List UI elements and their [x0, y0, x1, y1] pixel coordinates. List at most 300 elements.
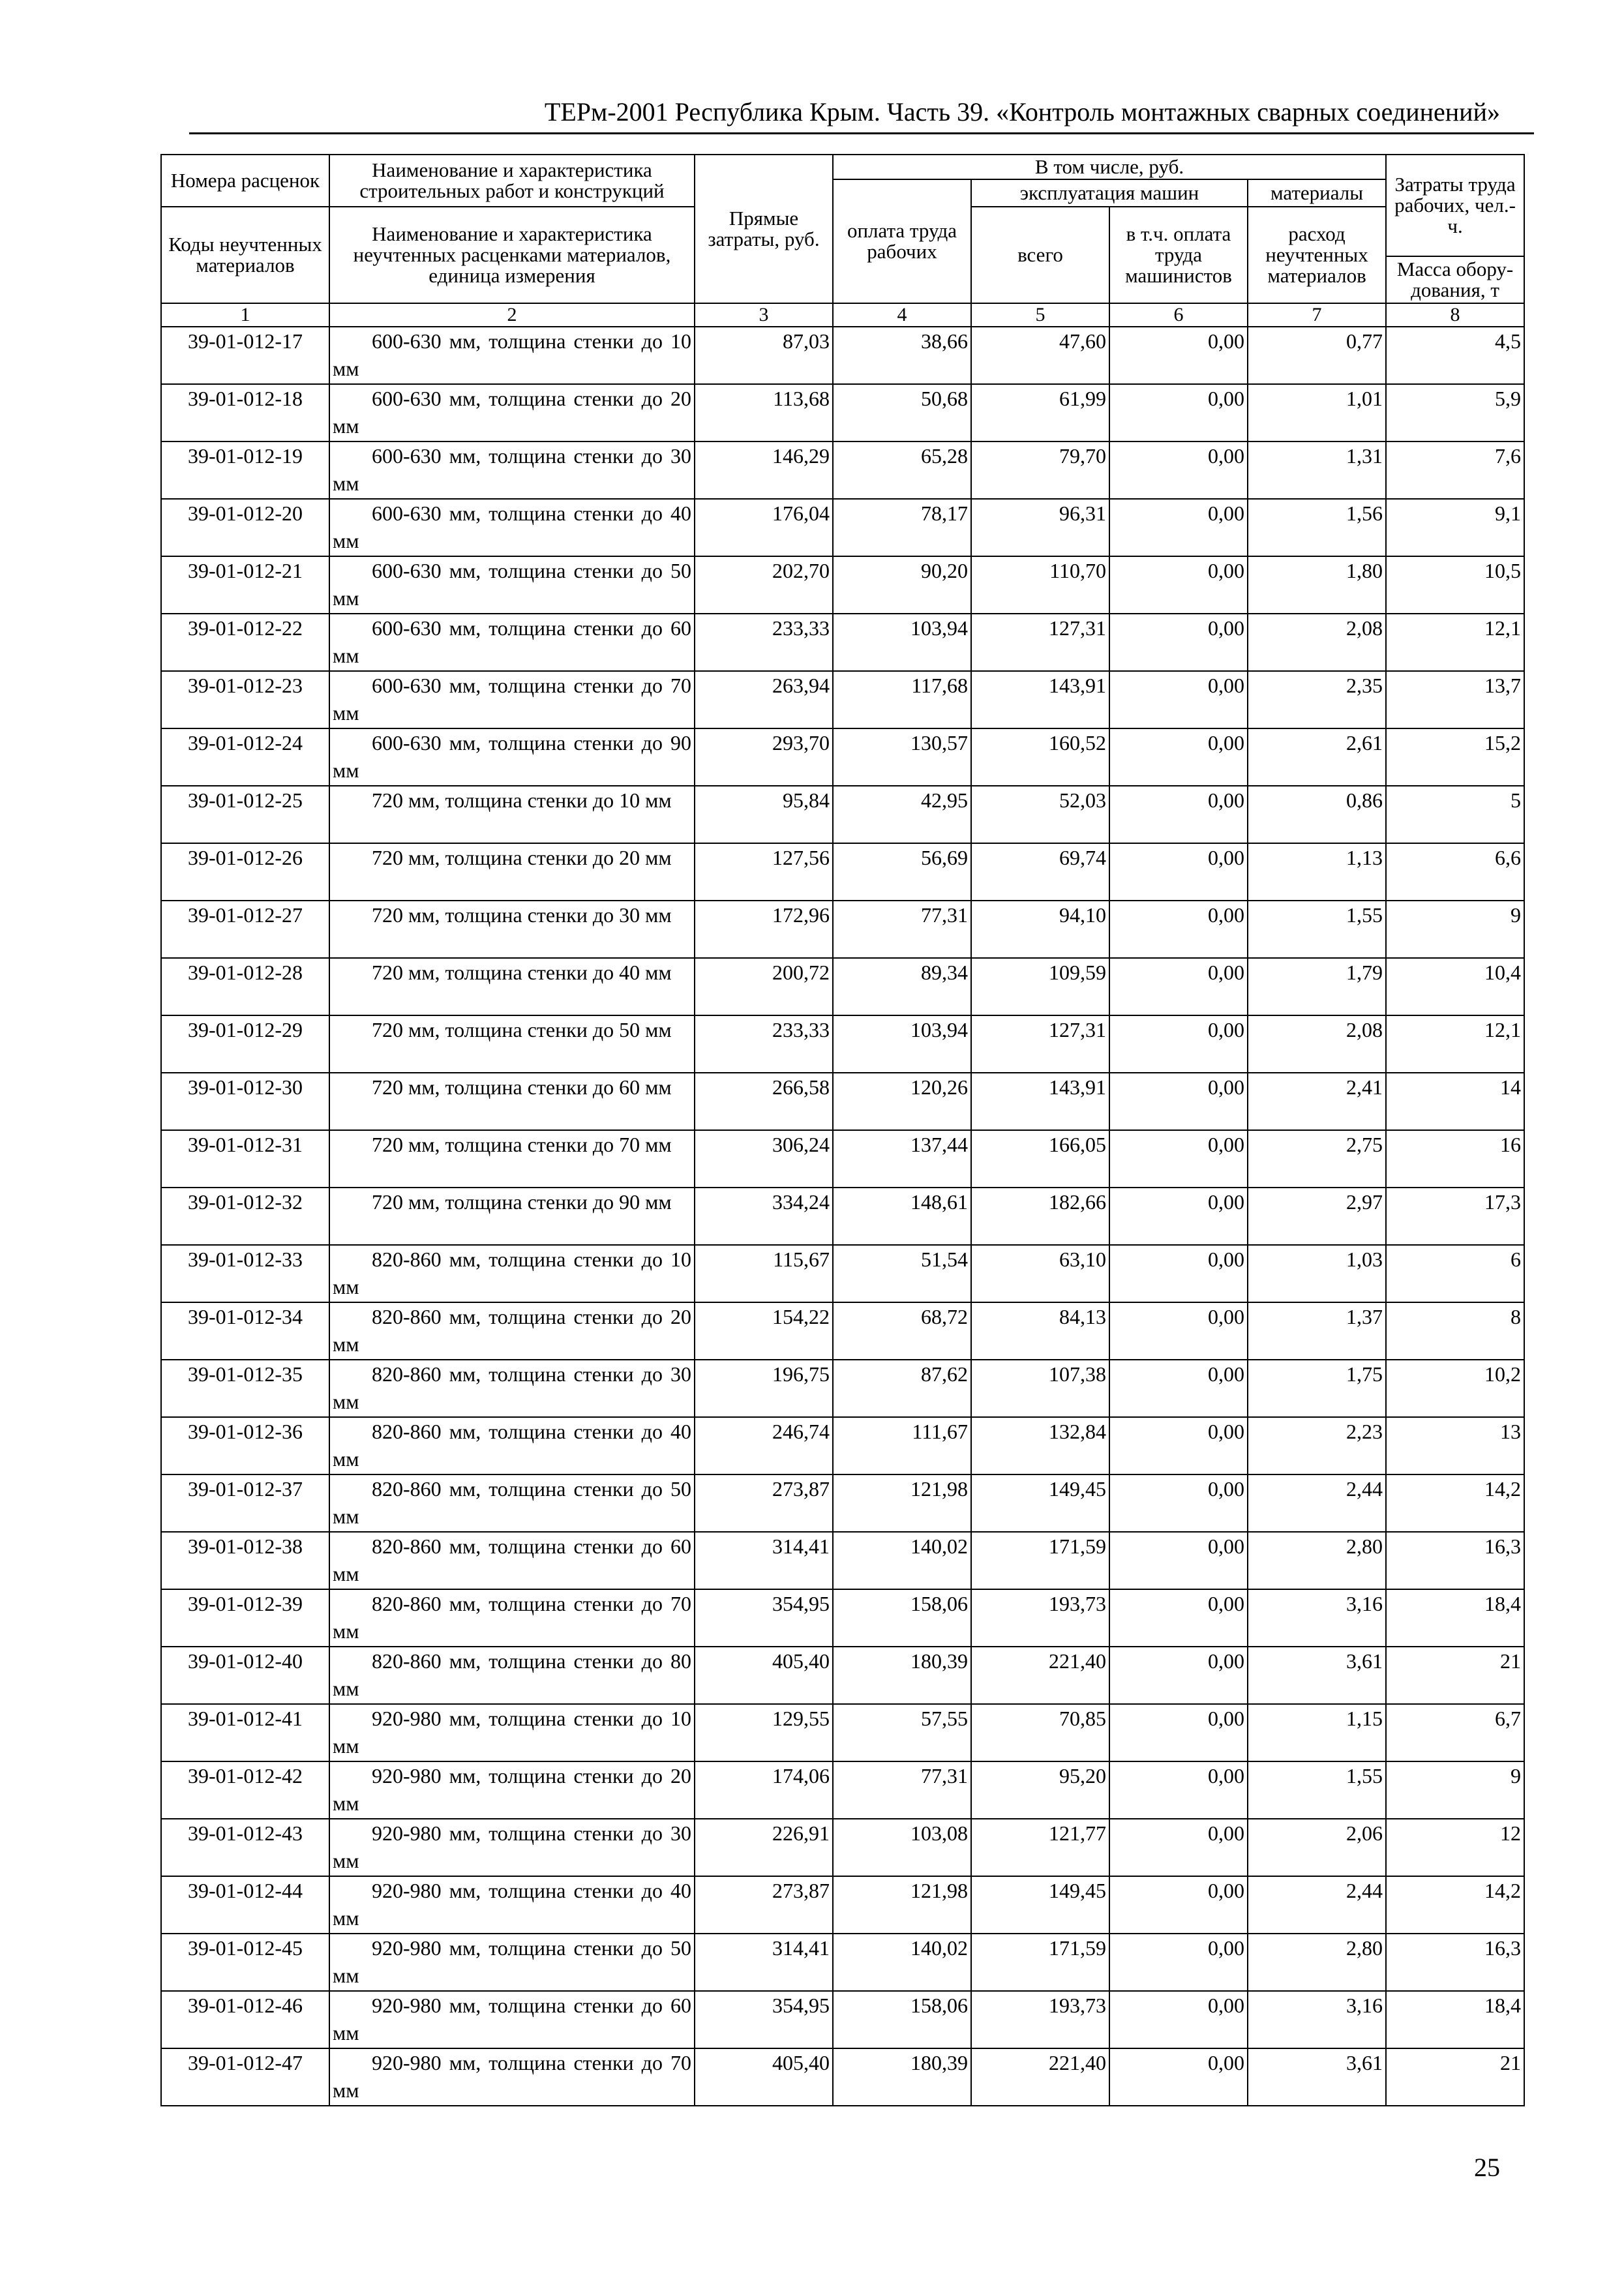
table-row	[161, 1876, 1524, 1934]
header-labor-hours: Затраты труда рабочих, чел.-ч.	[1386, 155, 1524, 256]
column-number: 2	[329, 303, 695, 327]
column-numbers-row	[161, 303, 1524, 327]
rate-code-cell: 39-01-012-32	[161, 1188, 329, 1245]
labor-hours-cell: 14,2	[1386, 1876, 1524, 1934]
header-work-name: Наименование и характеристика строительных работ и конструкций	[329, 155, 695, 207]
labor-hours-cell: 10,4	[1386, 958, 1524, 1015]
labor-pay-cell: 103,94	[833, 614, 971, 671]
materials-consumption-cell: 2,23	[1248, 1417, 1386, 1474]
rate-code-cell: 39-01-012-31	[161, 1130, 329, 1188]
machines-total-cell: 221,40	[971, 1647, 1109, 1704]
table-row	[161, 958, 1524, 1015]
header-unaccounted-materials: расход неучтенных материалов	[1248, 207, 1386, 303]
rate-code-cell: 39-01-012-19	[161, 441, 329, 499]
rate-code-cell: 39-01-012-38	[161, 1532, 329, 1589]
page-header-title: ТЕРм-2001 Республика Крым. Часть 39. «Контроль монтажных сварных соединений»	[544, 97, 1500, 127]
rate-name-cell: 600-630 мм, толщина стенки до 30 мм	[329, 441, 695, 499]
rate-code-cell: 39-01-012-23	[161, 671, 329, 728]
rate-code-cell: 39-01-012-47	[161, 2048, 329, 2106]
operators-pay-cell: 0,00	[1109, 1302, 1248, 1360]
rate-name-cell: 720 мм, толщина стенки до 30 мм	[329, 901, 695, 958]
labor-hours-cell: 5	[1386, 786, 1524, 843]
materials-consumption-cell: 1,01	[1248, 384, 1386, 441]
table-row	[161, 1302, 1524, 1360]
labor-hours-cell: 10,5	[1386, 556, 1524, 614]
rate-name-cell: 600-630 мм, толщина стенки до 70 мм	[329, 671, 695, 728]
header-operators-pay: в т.ч. оплата труда машинистов	[1109, 207, 1248, 303]
rate-name-cell: 820-860 мм, толщина стенки до 30 мм	[329, 1360, 695, 1417]
table-row	[161, 1130, 1524, 1188]
machines-total-cell: 109,59	[971, 958, 1109, 1015]
operators-pay-cell: 0,00	[1109, 1761, 1248, 1819]
rate-name-cell: 600-630 мм, толщина стенки до 10 мм	[329, 327, 695, 384]
labor-hours-cell: 9,1	[1386, 499, 1524, 556]
direct-costs-cell: 174,06	[695, 1761, 833, 1819]
labor-hours-cell: 13	[1386, 1417, 1524, 1474]
labor-hours-cell: 21	[1386, 1647, 1524, 1704]
rate-name-cell: 920-980 мм, толщина стенки до 20 мм	[329, 1761, 695, 1819]
direct-costs-cell: 154,22	[695, 1302, 833, 1360]
header-machines-group: эксплуатация машин	[971, 179, 1248, 207]
materials-consumption-cell: 1,80	[1248, 556, 1386, 614]
machines-total-cell: 127,31	[971, 614, 1109, 671]
header-material-names: Наименование и характеристика неучтенных расценками материалов, единица измерения	[329, 207, 695, 303]
direct-costs-cell: 129,55	[695, 1704, 833, 1761]
table-row	[161, 556, 1524, 614]
direct-costs-cell: 314,41	[695, 1934, 833, 1991]
labor-hours-cell: 12	[1386, 1819, 1524, 1876]
header-divider	[189, 132, 1534, 134]
rate-name-cell: 820-860 мм, толщина стенки до 40 мм	[329, 1417, 695, 1474]
operators-pay-cell: 0,00	[1109, 1417, 1248, 1474]
materials-consumption-cell: 2,08	[1248, 614, 1386, 671]
table-row	[161, 384, 1524, 441]
table-row	[161, 1819, 1524, 1876]
rate-code-cell: 39-01-012-44	[161, 1876, 329, 1934]
labor-hours-cell: 10,2	[1386, 1360, 1524, 1417]
labor-pay-cell: 158,06	[833, 1991, 971, 2048]
rate-code-cell: 39-01-012-34	[161, 1302, 329, 1360]
column-number: 8	[1386, 303, 1524, 327]
rate-name-cell: 720 мм, толщина стенки до 90 мм	[329, 1188, 695, 1245]
rate-code-cell: 39-01-012-18	[161, 384, 329, 441]
rate-code-cell: 39-01-012-37	[161, 1474, 329, 1532]
direct-costs-cell: 233,33	[695, 1015, 833, 1073]
machines-total-cell: 52,03	[971, 786, 1109, 843]
rate-name-cell: 600-630 мм, толщина стенки до 50 мм	[329, 556, 695, 614]
operators-pay-cell: 0,00	[1109, 1934, 1248, 1991]
machines-total-cell: 149,45	[971, 1474, 1109, 1532]
operators-pay-cell: 0,00	[1109, 786, 1248, 843]
table-row	[161, 728, 1524, 786]
operators-pay-cell: 0,00	[1109, 556, 1248, 614]
labor-hours-cell: 8	[1386, 1302, 1524, 1360]
operators-pay-cell: 0,00	[1109, 1704, 1248, 1761]
rate-code-cell: 39-01-012-20	[161, 499, 329, 556]
direct-costs-cell: 115,67	[695, 1245, 833, 1302]
rate-code-cell: 39-01-012-36	[161, 1417, 329, 1474]
table-row	[161, 1360, 1524, 1417]
rate-code-cell: 39-01-012-41	[161, 1704, 329, 1761]
direct-costs-cell: 273,87	[695, 1474, 833, 1532]
rate-name-cell: 820-860 мм, толщина стенки до 70 мм	[329, 1589, 695, 1647]
labor-hours-cell: 13,7	[1386, 671, 1524, 728]
rate-code-cell: 39-01-012-25	[161, 786, 329, 843]
machines-total-cell: 63,10	[971, 1245, 1109, 1302]
labor-pay-cell: 103,08	[833, 1819, 971, 1876]
rate-code-cell: 39-01-012-24	[161, 728, 329, 786]
labor-pay-cell: 140,02	[833, 1934, 971, 1991]
materials-consumption-cell: 1,03	[1248, 1245, 1386, 1302]
labor-hours-cell: 16	[1386, 1130, 1524, 1188]
rate-code-cell: 39-01-012-17	[161, 327, 329, 384]
labor-hours-cell: 17,3	[1386, 1188, 1524, 1245]
header-rate-numbers: Номера расценок	[161, 155, 329, 207]
header-machines-total: всего	[971, 207, 1109, 303]
rate-name-cell: 720 мм, толщина стенки до 60 мм	[329, 1073, 695, 1130]
labor-pay-cell: 158,06	[833, 1589, 971, 1647]
rates-table	[160, 154, 1525, 2106]
header-material-codes: Коды неучтенных материалов	[161, 207, 329, 303]
direct-costs-cell: 293,70	[695, 728, 833, 786]
rate-name-cell: 720 мм, толщина стенки до 20 мм	[329, 843, 695, 901]
labor-pay-cell: 78,17	[833, 499, 971, 556]
labor-hours-cell: 16,3	[1386, 1934, 1524, 1991]
materials-consumption-cell: 2,80	[1248, 1934, 1386, 1991]
direct-costs-cell: 233,33	[695, 614, 833, 671]
labor-hours-cell: 15,2	[1386, 728, 1524, 786]
operators-pay-cell: 0,00	[1109, 1819, 1248, 1876]
table-row	[161, 499, 1524, 556]
table-row	[161, 901, 1524, 958]
rate-name-cell: 600-630 мм, толщина стенки до 60 мм	[329, 614, 695, 671]
direct-costs-cell: 226,91	[695, 1819, 833, 1876]
table-header	[161, 155, 1524, 327]
rate-code-cell: 39-01-012-21	[161, 556, 329, 614]
machines-total-cell: 193,73	[971, 1991, 1109, 2048]
direct-costs-cell: 273,87	[695, 1876, 833, 1934]
materials-consumption-cell: 3,61	[1248, 1647, 1386, 1704]
table-row	[161, 614, 1524, 671]
direct-costs-cell: 266,58	[695, 1073, 833, 1130]
operators-pay-cell: 0,00	[1109, 728, 1248, 786]
header-materials-group: материалы	[1248, 179, 1386, 207]
machines-total-cell: 110,70	[971, 556, 1109, 614]
materials-consumption-cell: 2,08	[1248, 1015, 1386, 1073]
table-row	[161, 1417, 1524, 1474]
direct-costs-cell: 405,40	[695, 2048, 833, 2106]
operators-pay-cell: 0,00	[1109, 1876, 1248, 1934]
labor-pay-cell: 65,28	[833, 441, 971, 499]
materials-consumption-cell: 2,80	[1248, 1532, 1386, 1589]
machines-total-cell: 221,40	[971, 2048, 1109, 2106]
labor-pay-cell: 77,31	[833, 1761, 971, 1819]
machines-total-cell: 96,31	[971, 499, 1109, 556]
machines-total-cell: 160,52	[971, 728, 1109, 786]
labor-pay-cell: 68,72	[833, 1302, 971, 1360]
labor-pay-cell: 137,44	[833, 1130, 971, 1188]
labor-hours-cell: 14,2	[1386, 1474, 1524, 1532]
direct-costs-cell: 176,04	[695, 499, 833, 556]
labor-hours-cell: 6,6	[1386, 843, 1524, 901]
table-row	[161, 1015, 1524, 1073]
operators-pay-cell: 0,00	[1109, 499, 1248, 556]
rate-name-cell: 600-630 мм, толщина стенки до 20 мм	[329, 384, 695, 441]
labor-pay-cell: 50,68	[833, 384, 971, 441]
table-row	[161, 1073, 1524, 1130]
direct-costs-cell: 172,96	[695, 901, 833, 958]
labor-pay-cell: 38,66	[833, 327, 971, 384]
table-body	[161, 327, 1524, 2106]
page-number: 25	[1474, 2153, 1500, 2182]
direct-costs-cell: 405,40	[695, 1647, 833, 1704]
labor-hours-cell: 9	[1386, 1761, 1524, 1819]
machines-total-cell: 193,73	[971, 1589, 1109, 1647]
labor-pay-cell: 120,26	[833, 1073, 971, 1130]
labor-hours-cell: 16,3	[1386, 1532, 1524, 1589]
labor-pay-cell: 77,31	[833, 901, 971, 958]
machines-total-cell: 149,45	[971, 1876, 1109, 1934]
table-row	[161, 1474, 1524, 1532]
rate-code-cell: 39-01-012-26	[161, 843, 329, 901]
materials-consumption-cell: 1,55	[1248, 1761, 1386, 1819]
labor-pay-cell: 111,67	[833, 1417, 971, 1474]
machines-total-cell: 94,10	[971, 901, 1109, 958]
direct-costs-cell: 314,41	[695, 1532, 833, 1589]
labor-hours-cell: 6,7	[1386, 1704, 1524, 1761]
table-row	[161, 843, 1524, 901]
labor-pay-cell: 180,39	[833, 1647, 971, 1704]
labor-pay-cell: 180,39	[833, 2048, 971, 2106]
rate-name-cell: 720 мм, толщина стенки до 70 мм	[329, 1130, 695, 1188]
rate-name-cell: 920-980 мм, толщина стенки до 30 мм	[329, 1819, 695, 1876]
table-row	[161, 1245, 1524, 1302]
machines-total-cell: 166,05	[971, 1130, 1109, 1188]
operators-pay-cell: 0,00	[1109, 1647, 1248, 1704]
rate-name-cell: 820-860 мм, толщина стенки до 20 мм	[329, 1302, 695, 1360]
labor-pay-cell: 103,94	[833, 1015, 971, 1073]
labor-pay-cell: 140,02	[833, 1532, 971, 1589]
column-number: 7	[1248, 303, 1386, 327]
table-row	[161, 1704, 1524, 1761]
rate-code-cell: 39-01-012-30	[161, 1073, 329, 1130]
materials-consumption-cell: 2,06	[1248, 1819, 1386, 1876]
rate-code-cell: 39-01-012-27	[161, 901, 329, 958]
table-row	[161, 1761, 1524, 1819]
materials-consumption-cell: 2,97	[1248, 1188, 1386, 1245]
machines-total-cell: 107,38	[971, 1360, 1109, 1417]
machines-total-cell: 95,20	[971, 1761, 1109, 1819]
direct-costs-cell: 200,72	[695, 958, 833, 1015]
labor-hours-cell: 18,4	[1386, 1589, 1524, 1647]
header-including: В том числе, руб.	[833, 155, 1386, 179]
rate-name-cell: 820-860 мм, толщина стенки до 50 мм	[329, 1474, 695, 1532]
labor-pay-cell: 87,62	[833, 1360, 971, 1417]
rate-code-cell: 39-01-012-39	[161, 1589, 329, 1647]
direct-costs-cell: 246,74	[695, 1417, 833, 1474]
machines-total-cell: 84,13	[971, 1302, 1109, 1360]
labor-pay-cell: 89,34	[833, 958, 971, 1015]
labor-pay-cell: 121,98	[833, 1876, 971, 1934]
direct-costs-cell: 354,95	[695, 1991, 833, 2048]
rate-name-cell: 720 мм, толщина стенки до 10 мм	[329, 786, 695, 843]
machines-total-cell: 47,60	[971, 327, 1109, 384]
materials-consumption-cell: 2,44	[1248, 1474, 1386, 1532]
operators-pay-cell: 0,00	[1109, 1360, 1248, 1417]
materials-consumption-cell: 1,56	[1248, 499, 1386, 556]
table-row	[161, 1991, 1524, 2048]
rate-name-cell: 820-860 мм, толщина стенки до 10 мм	[329, 1245, 695, 1302]
materials-consumption-cell: 3,16	[1248, 1589, 1386, 1647]
rate-code-cell: 39-01-012-35	[161, 1360, 329, 1417]
machines-total-cell: 143,91	[971, 671, 1109, 728]
operators-pay-cell: 0,00	[1109, 327, 1248, 384]
table-row	[161, 327, 1524, 384]
machines-total-cell: 121,77	[971, 1819, 1109, 1876]
labor-pay-cell: 51,54	[833, 1245, 971, 1302]
header-labor-pay: оплата труда рабочих	[833, 179, 971, 303]
labor-pay-cell: 130,57	[833, 728, 971, 786]
operators-pay-cell: 0,00	[1109, 1188, 1248, 1245]
table-row	[161, 1647, 1524, 1704]
labor-pay-cell: 90,20	[833, 556, 971, 614]
materials-consumption-cell: 3,16	[1248, 1991, 1386, 2048]
rate-code-cell: 39-01-012-40	[161, 1647, 329, 1704]
operators-pay-cell: 0,00	[1109, 441, 1248, 499]
operators-pay-cell: 0,00	[1109, 901, 1248, 958]
direct-costs-cell: 127,56	[695, 843, 833, 901]
rate-code-cell: 39-01-012-43	[161, 1819, 329, 1876]
materials-consumption-cell: 1,55	[1248, 901, 1386, 958]
table-row	[161, 1188, 1524, 1245]
table-row	[161, 1589, 1524, 1647]
labor-hours-cell: 12,1	[1386, 1015, 1524, 1073]
rate-code-cell: 39-01-012-33	[161, 1245, 329, 1302]
materials-consumption-cell: 3,61	[1248, 2048, 1386, 2106]
rate-name-cell: 820-860 мм, толщина стенки до 60 мм	[329, 1532, 695, 1589]
labor-pay-cell: 57,55	[833, 1704, 971, 1761]
column-number: 4	[833, 303, 971, 327]
operators-pay-cell: 0,00	[1109, 1245, 1248, 1302]
materials-consumption-cell: 0,86	[1248, 786, 1386, 843]
table-row	[161, 671, 1524, 728]
direct-costs-cell: 306,24	[695, 1130, 833, 1188]
direct-costs-cell: 113,68	[695, 384, 833, 441]
labor-pay-cell: 148,61	[833, 1188, 971, 1245]
operators-pay-cell: 0,00	[1109, 1015, 1248, 1073]
materials-consumption-cell: 1,15	[1248, 1704, 1386, 1761]
operators-pay-cell: 0,00	[1109, 1991, 1248, 2048]
materials-consumption-cell: 1,13	[1248, 843, 1386, 901]
materials-consumption-cell: 2,41	[1248, 1073, 1386, 1130]
materials-consumption-cell: 1,75	[1248, 1360, 1386, 1417]
rate-code-cell: 39-01-012-45	[161, 1934, 329, 1991]
labor-hours-cell: 4,5	[1386, 327, 1524, 384]
table-row	[161, 786, 1524, 843]
labor-hours-cell: 6	[1386, 1245, 1524, 1302]
rate-code-cell: 39-01-012-46	[161, 1991, 329, 2048]
machines-total-cell: 182,66	[971, 1188, 1109, 1245]
machines-total-cell: 171,59	[971, 1934, 1109, 1991]
machines-total-cell: 70,85	[971, 1704, 1109, 1761]
direct-costs-cell: 95,84	[695, 786, 833, 843]
direct-costs-cell: 334,24	[695, 1188, 833, 1245]
column-number: 6	[1109, 303, 1248, 327]
direct-costs-cell: 146,29	[695, 441, 833, 499]
materials-consumption-cell: 2,44	[1248, 1876, 1386, 1934]
materials-consumption-cell: 1,37	[1248, 1302, 1386, 1360]
column-number: 5	[971, 303, 1109, 327]
materials-consumption-cell: 1,79	[1248, 958, 1386, 1015]
operators-pay-cell: 0,00	[1109, 671, 1248, 728]
labor-hours-cell: 21	[1386, 2048, 1524, 2106]
labor-hours-cell: 7,6	[1386, 441, 1524, 499]
rate-name-cell: 600-630 мм, толщина стенки до 90 мм	[329, 728, 695, 786]
labor-hours-cell: 18,4	[1386, 1991, 1524, 2048]
operators-pay-cell: 0,00	[1109, 614, 1248, 671]
rate-name-cell: 920-980 мм, толщина стенки до 40 мм	[329, 1876, 695, 1934]
labor-pay-cell: 121,98	[833, 1474, 971, 1532]
materials-consumption-cell: 2,35	[1248, 671, 1386, 728]
table-row	[161, 2048, 1524, 2106]
machines-total-cell: 143,91	[971, 1073, 1109, 1130]
direct-costs-cell: 202,70	[695, 556, 833, 614]
machines-total-cell: 171,59	[971, 1532, 1109, 1589]
operators-pay-cell: 0,00	[1109, 384, 1248, 441]
operators-pay-cell: 0,00	[1109, 958, 1248, 1015]
operators-pay-cell: 0,00	[1109, 1474, 1248, 1532]
materials-consumption-cell: 1,31	[1248, 441, 1386, 499]
table-row	[161, 1532, 1524, 1589]
rate-name-cell: 720 мм, толщина стенки до 40 мм	[329, 958, 695, 1015]
direct-costs-cell: 196,75	[695, 1360, 833, 1417]
materials-consumption-cell: 2,61	[1248, 728, 1386, 786]
labor-pay-cell: 56,69	[833, 843, 971, 901]
header-direct-costs: Прямые затраты, руб.	[695, 155, 833, 303]
rate-code-cell: 39-01-012-28	[161, 958, 329, 1015]
direct-costs-cell: 87,03	[695, 327, 833, 384]
labor-pay-cell: 117,68	[833, 671, 971, 728]
machines-total-cell: 127,31	[971, 1015, 1109, 1073]
direct-costs-cell: 354,95	[695, 1589, 833, 1647]
rate-name-cell: 920-980 мм, толщина стенки до 50 мм	[329, 1934, 695, 1991]
header-equipment-mass: Масса обору-дования, т	[1386, 256, 1524, 303]
table-row	[161, 1934, 1524, 1991]
rate-name-cell: 920-980 мм, толщина стенки до 60 мм	[329, 1991, 695, 2048]
rate-name-cell: 920-980 мм, толщина стенки до 70 мм	[329, 2048, 695, 2106]
rate-code-cell: 39-01-012-22	[161, 614, 329, 671]
rate-code-cell: 39-01-012-42	[161, 1761, 329, 1819]
operators-pay-cell: 0,00	[1109, 1130, 1248, 1188]
operators-pay-cell: 0,00	[1109, 2048, 1248, 2106]
direct-costs-cell: 263,94	[695, 671, 833, 728]
rate-name-cell: 920-980 мм, толщина стенки до 10 мм	[329, 1704, 695, 1761]
rate-name-cell: 720 мм, толщина стенки до 50 мм	[329, 1015, 695, 1073]
operators-pay-cell: 0,00	[1109, 1532, 1248, 1589]
column-number: 3	[695, 303, 833, 327]
operators-pay-cell: 0,00	[1109, 1073, 1248, 1130]
rate-name-cell: 820-860 мм, толщина стенки до 80 мм	[329, 1647, 695, 1704]
rate-code-cell: 39-01-012-29	[161, 1015, 329, 1073]
machines-total-cell: 79,70	[971, 441, 1109, 499]
machines-total-cell: 61,99	[971, 384, 1109, 441]
labor-hours-cell: 12,1	[1386, 614, 1524, 671]
labor-hours-cell: 5,9	[1386, 384, 1524, 441]
machines-total-cell: 69,74	[971, 843, 1109, 901]
table-row	[161, 441, 1524, 499]
materials-consumption-cell: 2,75	[1248, 1130, 1386, 1188]
operators-pay-cell: 0,00	[1109, 1589, 1248, 1647]
